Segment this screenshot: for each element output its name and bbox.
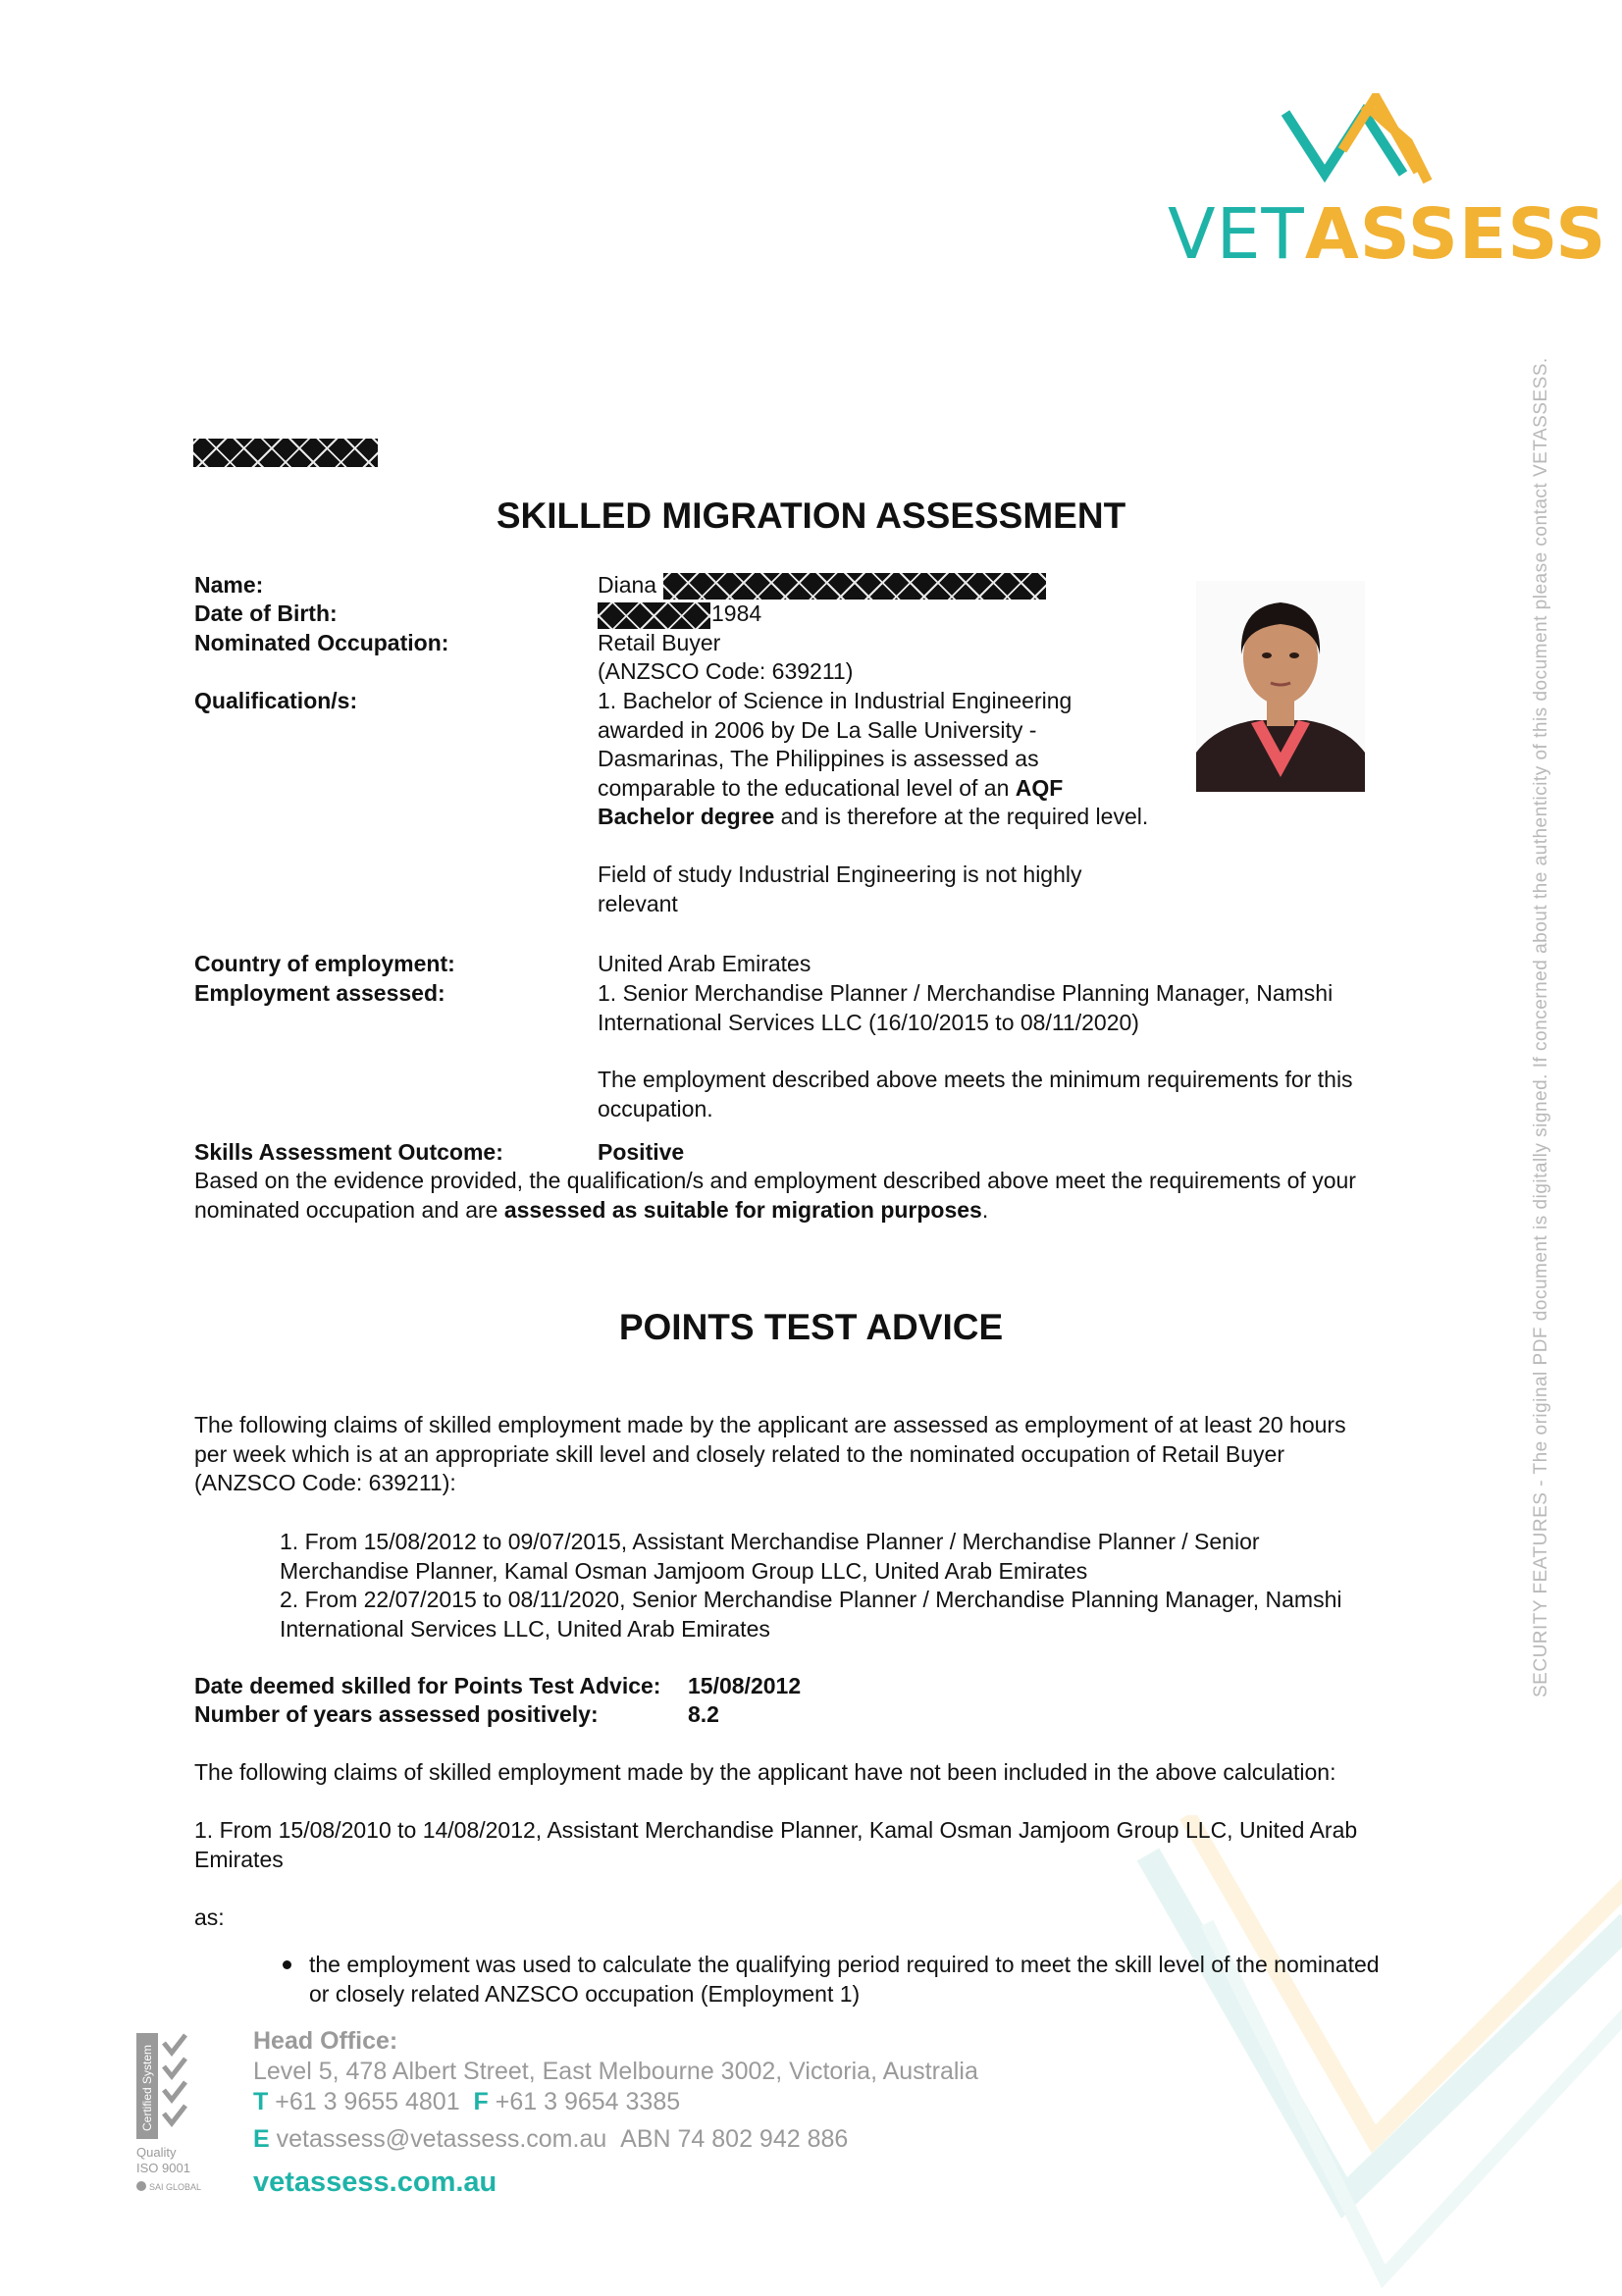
name-value: Diana	[598, 572, 657, 598]
security-note: SECURITY FEATURES - The original PDF document is digitally signed. If concerned about the authenticity of this document please contact VETASSESS.	[1531, 357, 1551, 1697]
contact-phone-fax: T +61 3 9655 4801 F +61 3 9654 3385	[253, 2088, 681, 2115]
svg-text:Quality: Quality	[136, 2145, 177, 2160]
head-office-label: Head Office:	[253, 2027, 398, 2055]
email-link[interactable]: vetassess@vetassess.com.au	[276, 2125, 607, 2153]
logo-chevron-icon	[1168, 93, 1541, 201]
excluded-claim-1: 1. From 15/08/2010 to 14/08/2012, Assistant Merchandise Planner, Kamal Osman Jamjoom Group LLC, United Arab Emirates	[194, 1817, 1358, 1872]
website-link[interactable]: vetassess.com.au	[253, 2166, 497, 2198]
country-value: United Arab Emirates	[598, 951, 811, 976]
contact-email-abn: E vetassess@vetassess.com.au ABN 74 802 942 886	[253, 2125, 849, 2153]
occupation-label: Nominated Occupation:	[194, 630, 449, 655]
excluded-intro: The following claims of skilled employment made by the applicant have not been included in the above calculation:	[194, 1759, 1336, 1785]
redacted-dob	[598, 602, 710, 629]
background-chevron-decoration	[1119, 1815, 1622, 2296]
date-deemed-label: Date deemed skilled for Points Test Advice:	[194, 1673, 661, 1698]
dob-label: Date of Birth:	[194, 600, 338, 626]
claim-1: 1. From 15/08/2012 to 09/07/2015, Assistant Merchandise Planner / Merchandise Planner / Senior Merchandise Planner, Kamal Osman Jamjoom Group LLC, United Arab Emirates	[280, 1529, 1260, 1584]
field-of-study-text: Field of study Industrial Engineering is not highly relevant	[598, 861, 1082, 916]
vetassess-logo	[1168, 93, 1607, 280]
dob-value: 1984	[711, 600, 762, 626]
redacted-surname	[663, 573, 1046, 600]
svg-text:SAI GLOBAL: SAI GLOBAL	[149, 2182, 202, 2192]
date-deemed-value: 15/08/2012	[688, 1673, 802, 1698]
employment-label: Employment assessed:	[194, 980, 445, 1006]
logo-wordmark: VETASSESS	[1168, 193, 1607, 275]
applicant-photo	[1196, 581, 1365, 792]
employment-text: 1. Senior Merchandise Planner / Merchandise Planning Manager, Namshi International Services LLC (16/10/2015 to 08/11/2020)	[598, 980, 1334, 1035]
country-label: Country of employment:	[194, 951, 455, 976]
office-address: Level 5, 478 Albert Street, East Melbourne 3002, Victoria, Australia	[253, 2058, 978, 2085]
claims-list	[280, 1528, 1342, 1644]
occupation-code: (ANZSCO Code: 639211)	[598, 658, 854, 684]
claim-2: 2. From 22/07/2015 to 08/11/2020, Senior Merchandise Planner / Merchandise Planning Manager, Namshi International Services LLC, United Arab Emirates	[280, 1587, 1342, 1642]
years-label: Number of years assessed positively:	[194, 1701, 599, 1727]
outcome-label: Skills Assessment Outcome:	[194, 1139, 503, 1165]
svg-text:Certified System: Certified System	[140, 2044, 154, 2131]
years-value: 8.2	[688, 1701, 719, 1727]
bullet-dot	[283, 1960, 291, 1969]
certified-system-icon	[134, 2031, 213, 2198]
employment-note: The employment described above meets the minimum requirements for this occupation.	[598, 1067, 1353, 1122]
outcome-value: Positive	[598, 1139, 685, 1165]
points-title: POINTS TEST ADVICE	[618, 1307, 1004, 1347]
portrait-image	[1196, 581, 1365, 792]
bullet-text: the employment was used to calculate the qualifying period required to meet the skill level of the nominated or closely related ANZSCO occupation (Employment 1)	[309, 1952, 1380, 2007]
svg-text:ISO 9001: ISO 9001	[136, 2161, 190, 2175]
redacted-reference	[193, 439, 378, 467]
as-label: as:	[194, 1905, 225, 1930]
assessment-title: SKILLED MIGRATION ASSESSMENT	[496, 496, 1126, 536]
qualification-label: Qualification/s:	[194, 688, 358, 713]
iso-certification-badge	[134, 2031, 213, 2198]
outcome-statement: Based on the evidence provided, the qualification/s and employment described above meet the requirements of your nominated occupation and are assessed as suitable for migration purposes.	[194, 1168, 1356, 1223]
points-intro: The following claims of skilled employment made by the applicant are assessed as employment of at least 20 hours per week which is at an appropriate skill level and closely related to the nominated occupation of Retail Buyer (ANZSCO Code: 639211):	[194, 1412, 1346, 1495]
name-label: Name:	[194, 572, 264, 598]
qualification-text: 1. Bachelor of Science in Industrial Engineering awarded in 2006 by De La Salle University - Dasmarinas, The Philippines is assessed as comparable to the educational level of an AQF Bachelor degree and is therefore at the required level.	[598, 688, 1149, 829]
occupation-value: Retail Buyer	[598, 630, 721, 655]
